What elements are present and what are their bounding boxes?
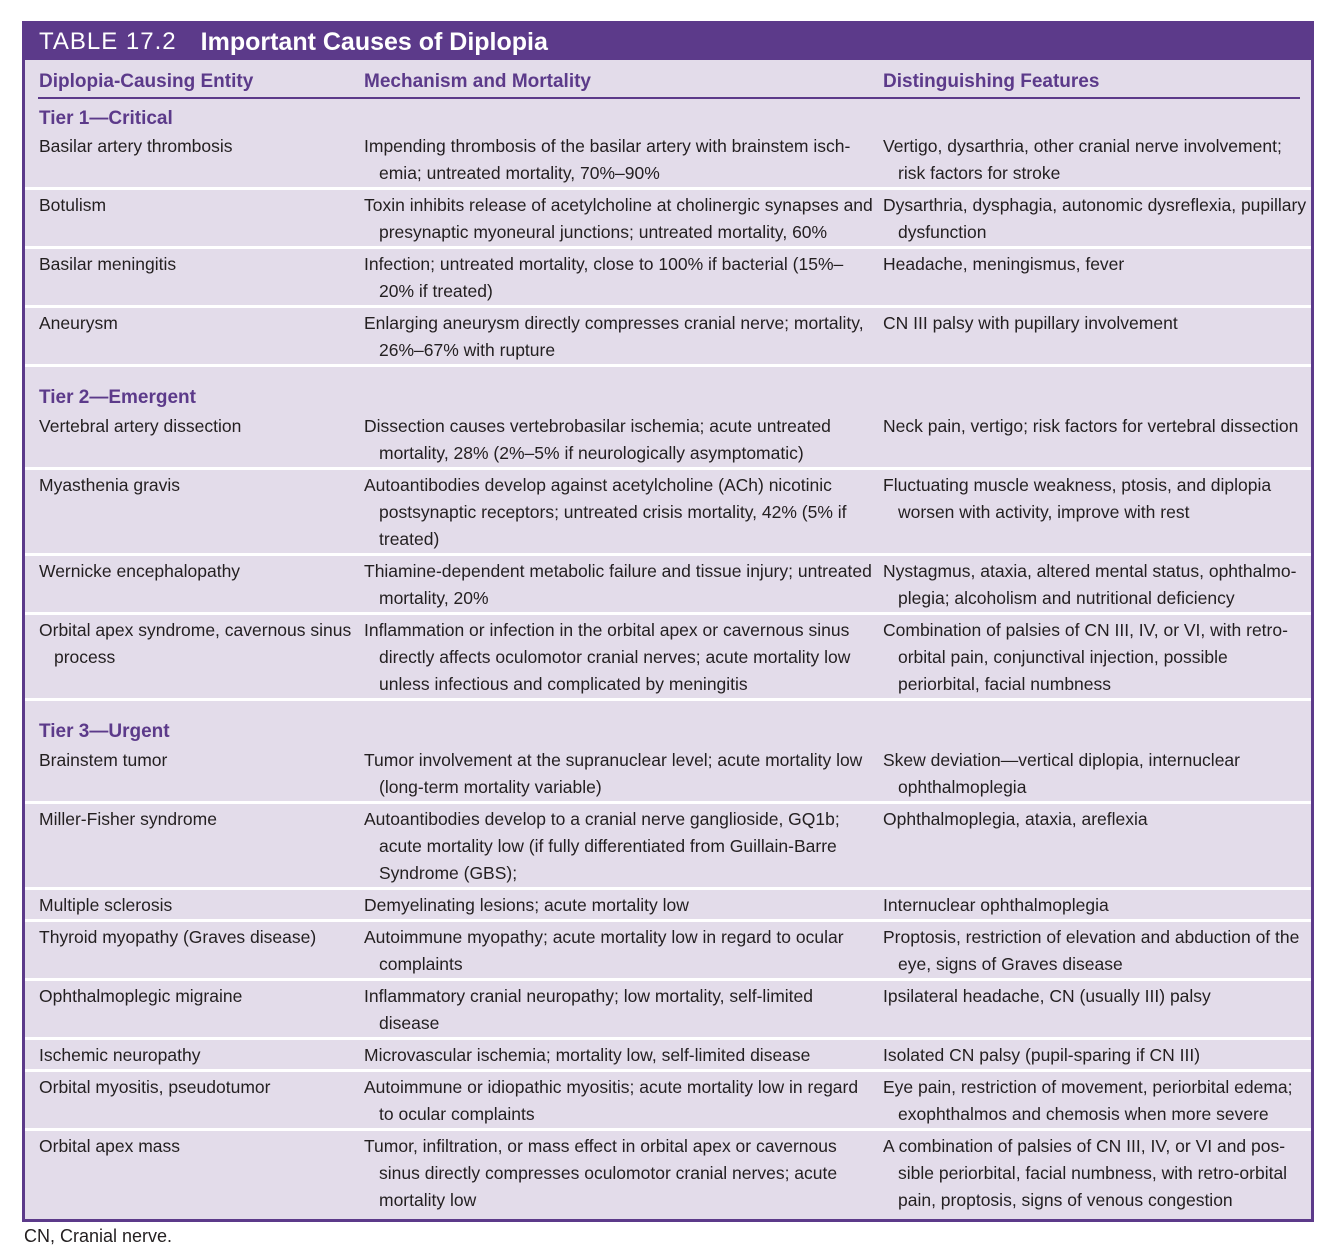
entity-cell: Aneurysm [39,313,118,333]
row-divider [25,1069,1311,1072]
features-cell: Eye pain, restriction of movement, periorbital edema; exophthalmos and chemosis when more severe [883,1077,1293,1124]
mechanism-cell: Autoantibodies develop to a cranial nerve ganglioside, GQ1b; acute mortality low (if fully differentiated from Guillain-Barre Syndrome (GBS); [364,809,840,883]
mechanism-cell: Tumor involvement at the supranuclear level; acute mortality low (long-term mortality variable) [364,750,863,797]
features-cell: Ipsilateral headache, CN (usually III) palsy [883,986,1211,1006]
entity-cell: Miller-Fisher syndrome [39,809,217,829]
features-cell: Proptosis, restriction of elevation and abduction of the eye, signs of Graves disease [883,927,1300,974]
features-cell: Fluctuating muscle weakness, ptosis, and diplopia worsen with activity, improve with rest [883,475,1272,522]
entity-cell: Basilar artery thrombosis [39,136,233,156]
mechanism-cell: Enlarging aneurysm directly compresses cranial nerve; mortality, 26%–67% with rupture [364,313,864,360]
features-cell: Isolated CN palsy (pupil-sparing if CN III) [883,1045,1201,1065]
entity-cell: Multiple sclerosis [39,895,173,915]
tier-heading: Tier 1—Critical [39,108,173,129]
column-header-features: Distinguishing Features [883,71,1100,92]
row-divider [25,553,1311,556]
mechanism-cell: Inflammatory cranial neuropathy; low mortality, self-limited disease [364,986,814,1033]
column-header-entity: Diplopia-Causing Entity [39,71,254,92]
features-cell: CN III palsy with pupillary involvement [883,313,1178,333]
features-cell: Skew deviation—vertical diplopia, internuclear ophthalmoplegia [883,750,1240,797]
features-cell: Internuclear ophthalmoplegia [883,895,1109,915]
entity-cell: Orbital apex syndrome, cavernous sinus process [39,620,352,667]
table-frame [22,21,1314,1222]
entity-cell: Orbital apex mass [39,1136,181,1156]
mechanism-cell: Thiamine-dependent metabolic failure and tissue injury; untreated mortality, 20% [364,561,872,608]
row-divider [25,1037,1311,1040]
row-divider [25,801,1311,804]
mechanism-cell: Impending thrombosis of the basilar artery with brainstem ischemia; untreated mortality, 70%–90% [364,136,851,183]
row-divider [25,612,1311,615]
header-rule [38,97,1300,99]
entity-cell: Vertebral artery dissection [39,416,242,436]
mechanism-cell: Autoantibodies develop against acetylcholine (ACh) nicotinic postsynaptic receptors; untreated crisis mortality, 42% (5% if treated) [364,475,847,549]
row-divider [25,187,1311,190]
entity-cell: Myasthenia gravis [39,475,181,495]
entity-cell: Wernicke encephalopathy [39,561,241,581]
row-divider [25,978,1311,981]
table-body [25,60,1311,1219]
row-divider [25,246,1311,249]
features-cell: Vertigo, dysarthria, other cranial nerve involvement; risk factors for stroke [883,136,1282,183]
mechanism-cell: Toxin inhibits release of acetylcholine at cholinergic synapses and presynaptic myoneural junctions; untreated mortality, 60% [364,195,873,242]
row-divider [25,467,1311,470]
features-cell: Combination of palsies of CN III, IV, or VI, with retro-orbital pain, conjunctival injection, possible periorbital, facial numbness [883,620,1288,694]
mechanism-cell: Tumor, infiltration, or mass effect in orbital apex or cavernous sinus directly compresses oculomotor cranial nerves; acute mortality low [364,1136,838,1210]
mechanism-cell: Demyelinating lesions; acute mortality low [364,895,689,915]
row-divider [25,305,1311,308]
entity-cell: Brainstem tumor [39,750,168,770]
mechanism-cell: Autoimmune or idiopathic myositis; acute mortality low in regard to ocular complaints [364,1077,859,1124]
features-cell: Neck pain, vertigo; risk factors for vertebral dissection [883,416,1299,436]
features-cell: Dysarthria, dysphagia, autonomic dysreflexia, pupillary dysfunction [883,195,1307,242]
row-divider [25,364,1311,367]
tier-heading: Tier 3—Urgent [39,721,170,742]
features-cell: Ophthalmoplegia, ataxia, areflexia [883,809,1148,829]
mechanism-cell: Dissection causes vertebrobasilar ischemia; acute untreated mortality, 28% (2%–5% if neurologically asymptomatic) [364,416,831,463]
table-title: Important Causes of Diplopia [200,27,548,56]
entity-cell: Thyroid myopathy (Graves disease) [39,927,317,947]
mechanism-cell: Inflammation or infection in the orbital apex or cavernous sinus directly affects oculomotor cranial nerves; acute mortality low unless infectious and complicated by meningitis [364,620,851,694]
row-divider [25,698,1311,701]
entity-cell: Botulism [39,195,107,215]
row-divider [25,887,1311,890]
column-header-mechanism: Mechanism and Mortality [364,71,591,92]
row-divider [25,1128,1311,1131]
features-cell: Headache, meningismus, fever [883,254,1125,274]
entity-cell: Orbital myositis, pseudotumor [39,1077,271,1097]
table-number: TABLE 17.2 [39,28,177,55]
mechanism-cell: Microvascular ischemia; mortality low, self-limited disease [364,1045,811,1065]
mechanism-cell: Infection; untreated mortality, close to 100% if bacterial (15%–20% if treated) [364,254,844,301]
table-title-bar [25,24,1311,60]
entity-cell: Ischemic neuropathy [39,1045,201,1065]
features-cell: Nystagmus, ataxia, altered mental status, ophthalmoplegia; alcoholism and nutritional deficiency [883,561,1297,608]
mechanism-cell: Autoimmune myopathy; acute mortality low in regard to ocular complaints [364,927,844,974]
entity-cell: Ophthalmoplegic migraine [39,986,243,1006]
footnote: CN, Cranial nerve. [24,1226,173,1246]
row-divider [25,919,1311,922]
tier-heading: Tier 2—Emergent [39,387,196,408]
features-cell: A combination of palsies of CN III, IV, or VI and possible periorbital, facial numbness, with retro-orbital pain, proptosis, signs of venous congestion [883,1136,1288,1210]
entity-cell: Basilar meningitis [39,254,177,274]
